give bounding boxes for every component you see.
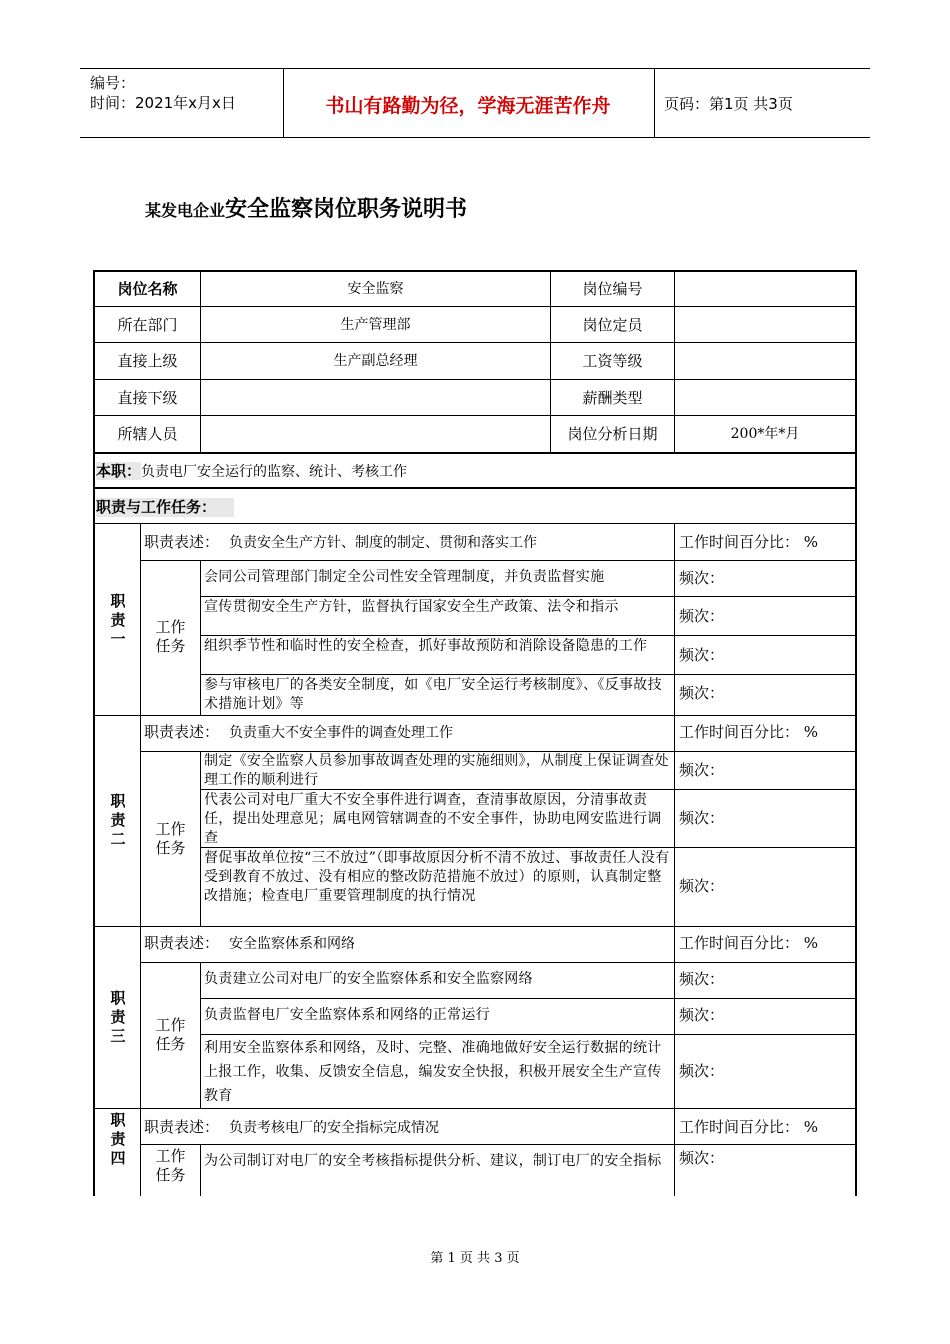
header-divider: [654, 69, 655, 137]
row-divider: [200, 674, 857, 675]
row-divider: [93, 306, 857, 307]
resp-3-task-3-freq: 频次：: [679, 1062, 725, 1080]
row-divider: [200, 789, 857, 790]
row-divider: [140, 1144, 857, 1145]
col-divider: [200, 962, 201, 1108]
table-border: [93, 270, 857, 272]
row-divider: [93, 342, 857, 343]
resp-1-task-label: 工作 任务: [155, 618, 186, 655]
resp-1-percent: 工作时间百分比： %: [679, 533, 819, 551]
position-name-label: 岗位名称: [117, 280, 178, 298]
table-border: [93, 270, 95, 1196]
tasks-header: 职责与工作任务：: [96, 498, 234, 517]
analysis-date-label: 岗位分析日期: [567, 425, 658, 443]
resp-2-task-1: 制定《安全监察人员参加事故调查处理的实施细则》，从制度上保证调查处理工作的顺利进行: [204, 753, 669, 788]
resp-1-task-1-freq: 频次：: [679, 569, 725, 587]
row-divider: [200, 635, 857, 636]
page-title: [145, 192, 467, 223]
resp-1-task-3: 组织季节性和临时性的安全检查，抓好事故预防和消除设备隐患的工作: [204, 638, 648, 654]
resp-4-task-label: 工作 任务: [155, 1147, 186, 1184]
pay-type-label: 薪酬类型: [582, 389, 643, 407]
resp-4-task-1-freq: 频次：: [679, 1149, 725, 1167]
staff-label: 所辖人员: [117, 425, 178, 443]
resp-2-task-3: 督促事故单位按“三不放过”（即事故原因分析不清不放过、事故责任人没有受到教育不放过、没有相应的整改防范措施不放过）的原则，认真制定整改措施；检查电厂重要管理制度的执行情况: [204, 850, 670, 904]
row-divider: [200, 847, 857, 848]
position-no-label: 岗位编号: [582, 280, 643, 298]
row-divider: [93, 487, 857, 489]
resp-3-task-1: 负责建立公司对电厂的安全监察体系和安全监察网络: [204, 971, 533, 987]
resp-3-task-2: 负责监督电厂安全监察体系和网络的正常运行: [204, 1007, 490, 1023]
resp-2-task-2: 代表公司对电厂重大不安全事件进行调查，查清事故原因，分清事故责任，提出处理意见；属电网管辖调查的不安全事件，协助电网安监进行调查: [204, 792, 662, 846]
resp-3-percent: 工作时间百分比： %: [679, 934, 819, 952]
quota-label: 岗位定员: [582, 316, 643, 334]
resp-1-task-2: 宣传贯彻安全生产方针，监督执行国家安全生产政策、法令和指示: [204, 599, 619, 615]
resp-1-task-4-freq: 频次：: [679, 684, 725, 702]
resp-4-task-1: 为公司制订对电厂的安全考核指标提供分析、建议，制订电厂的安全指标: [204, 1153, 662, 1169]
header-meta: [90, 73, 236, 113]
code-label: 编号：: [90, 74, 136, 92]
dept-label: 所在部门: [117, 316, 178, 334]
row-divider: [93, 452, 857, 454]
row-divider: [93, 523, 857, 524]
duty-text: 负责电厂安全运行的监察、统计、考核工作: [141, 464, 408, 480]
resp-3-task-label: 工作 任务: [155, 1016, 186, 1053]
resp-1-task-2-freq: 频次：: [679, 607, 725, 625]
title-prefix: 某发电企业: [145, 201, 226, 220]
row-divider: [93, 379, 857, 380]
resp-3-label: 职 责 三: [110, 989, 126, 1045]
grade-label: 工资等级: [582, 352, 643, 370]
resp-3-task-1-freq: 频次：: [679, 970, 725, 988]
row-divider: [93, 415, 857, 416]
duty-label: 本职：: [96, 462, 142, 480]
resp-1-task-1: 会同公司管理部门制定全公司性安全管理制度，并负责监督实施: [204, 569, 605, 585]
superior-value: 生产副总经理: [333, 353, 418, 369]
resp-1-task-4: 参与审核电厂的各类安全制度，如《电厂安全运行考核制度》、《反事故技术措施计划》等: [204, 677, 662, 712]
resp-2-percent: 工作时间百分比： %: [679, 723, 819, 741]
title-main: 安全监察岗位职务说明书: [225, 197, 468, 222]
resp-2-task-3-freq: 频次：: [679, 877, 725, 895]
resp-2-desc: 职责表述： 负责重大不安全事件的调查处理工作: [144, 723, 454, 741]
page-header: [80, 68, 870, 138]
dept-value: 生产管理部: [340, 317, 411, 333]
col-divider: [674, 524, 675, 1196]
page-footer: 第 1 页 共 3 页: [430, 1251, 520, 1266]
page-number-label: 页码：第1页 共3页: [664, 95, 793, 113]
resp-2-task-label: 工作 任务: [155, 820, 186, 857]
row-divider: [93, 926, 857, 927]
row-divider: [200, 998, 857, 999]
duty-row: [96, 462, 407, 482]
resp-2-task-1-freq: 频次：: [679, 761, 725, 779]
header-motto: 书山有路勤为径，学海无涯苦作舟: [325, 95, 611, 117]
table-border: [855, 270, 857, 1196]
position-name-value: 安全监察: [347, 281, 404, 297]
resp-3-task-2-freq: 频次：: [679, 1006, 725, 1024]
row-divider: [140, 560, 857, 561]
job-description-table: [93, 270, 857, 1196]
row-divider: [200, 1034, 857, 1035]
resp-3-task-3: 利用安全监察体系和网络，及时、完整、准确地做好安全运行数据的统计上报工作，收集、反馈安全信息，编发安全快报，积极开展安全生产宣传教育: [204, 1040, 662, 1104]
resp-4-label: 职 责 四: [110, 1111, 126, 1167]
resp-4-percent: 工作时间百分比： %: [679, 1118, 819, 1136]
resp-1-label: 职 责 一: [110, 592, 126, 648]
resp-2-task-2-freq: 频次：: [679, 809, 725, 827]
resp-1-task-3-freq: 频次：: [679, 646, 725, 664]
col-divider: [200, 560, 201, 715]
row-divider: [140, 962, 857, 963]
col-divider: [200, 751, 201, 926]
row-divider: [93, 1108, 857, 1109]
row-divider: [93, 715, 857, 716]
resp-3-desc: 职责表述： 安全监察体系和网络: [144, 934, 356, 952]
resp-1-desc: 职责表述： 负责安全生产方针、制度的制定、贯彻和落实工作: [144, 533, 538, 551]
analysis-date-value: 200*年*月: [730, 426, 800, 442]
resp-2-label: 职 责 二: [110, 792, 126, 848]
col-divider: [200, 1144, 201, 1196]
subordinate-label: 直接下级: [117, 389, 178, 407]
row-divider: [200, 596, 857, 597]
superior-label: 直接上级: [117, 352, 178, 370]
resp-4-desc: 职责表述： 负责考核电厂的安全指标完成情况: [144, 1118, 440, 1136]
date-label: 时间：2021年x月x日: [90, 94, 236, 112]
